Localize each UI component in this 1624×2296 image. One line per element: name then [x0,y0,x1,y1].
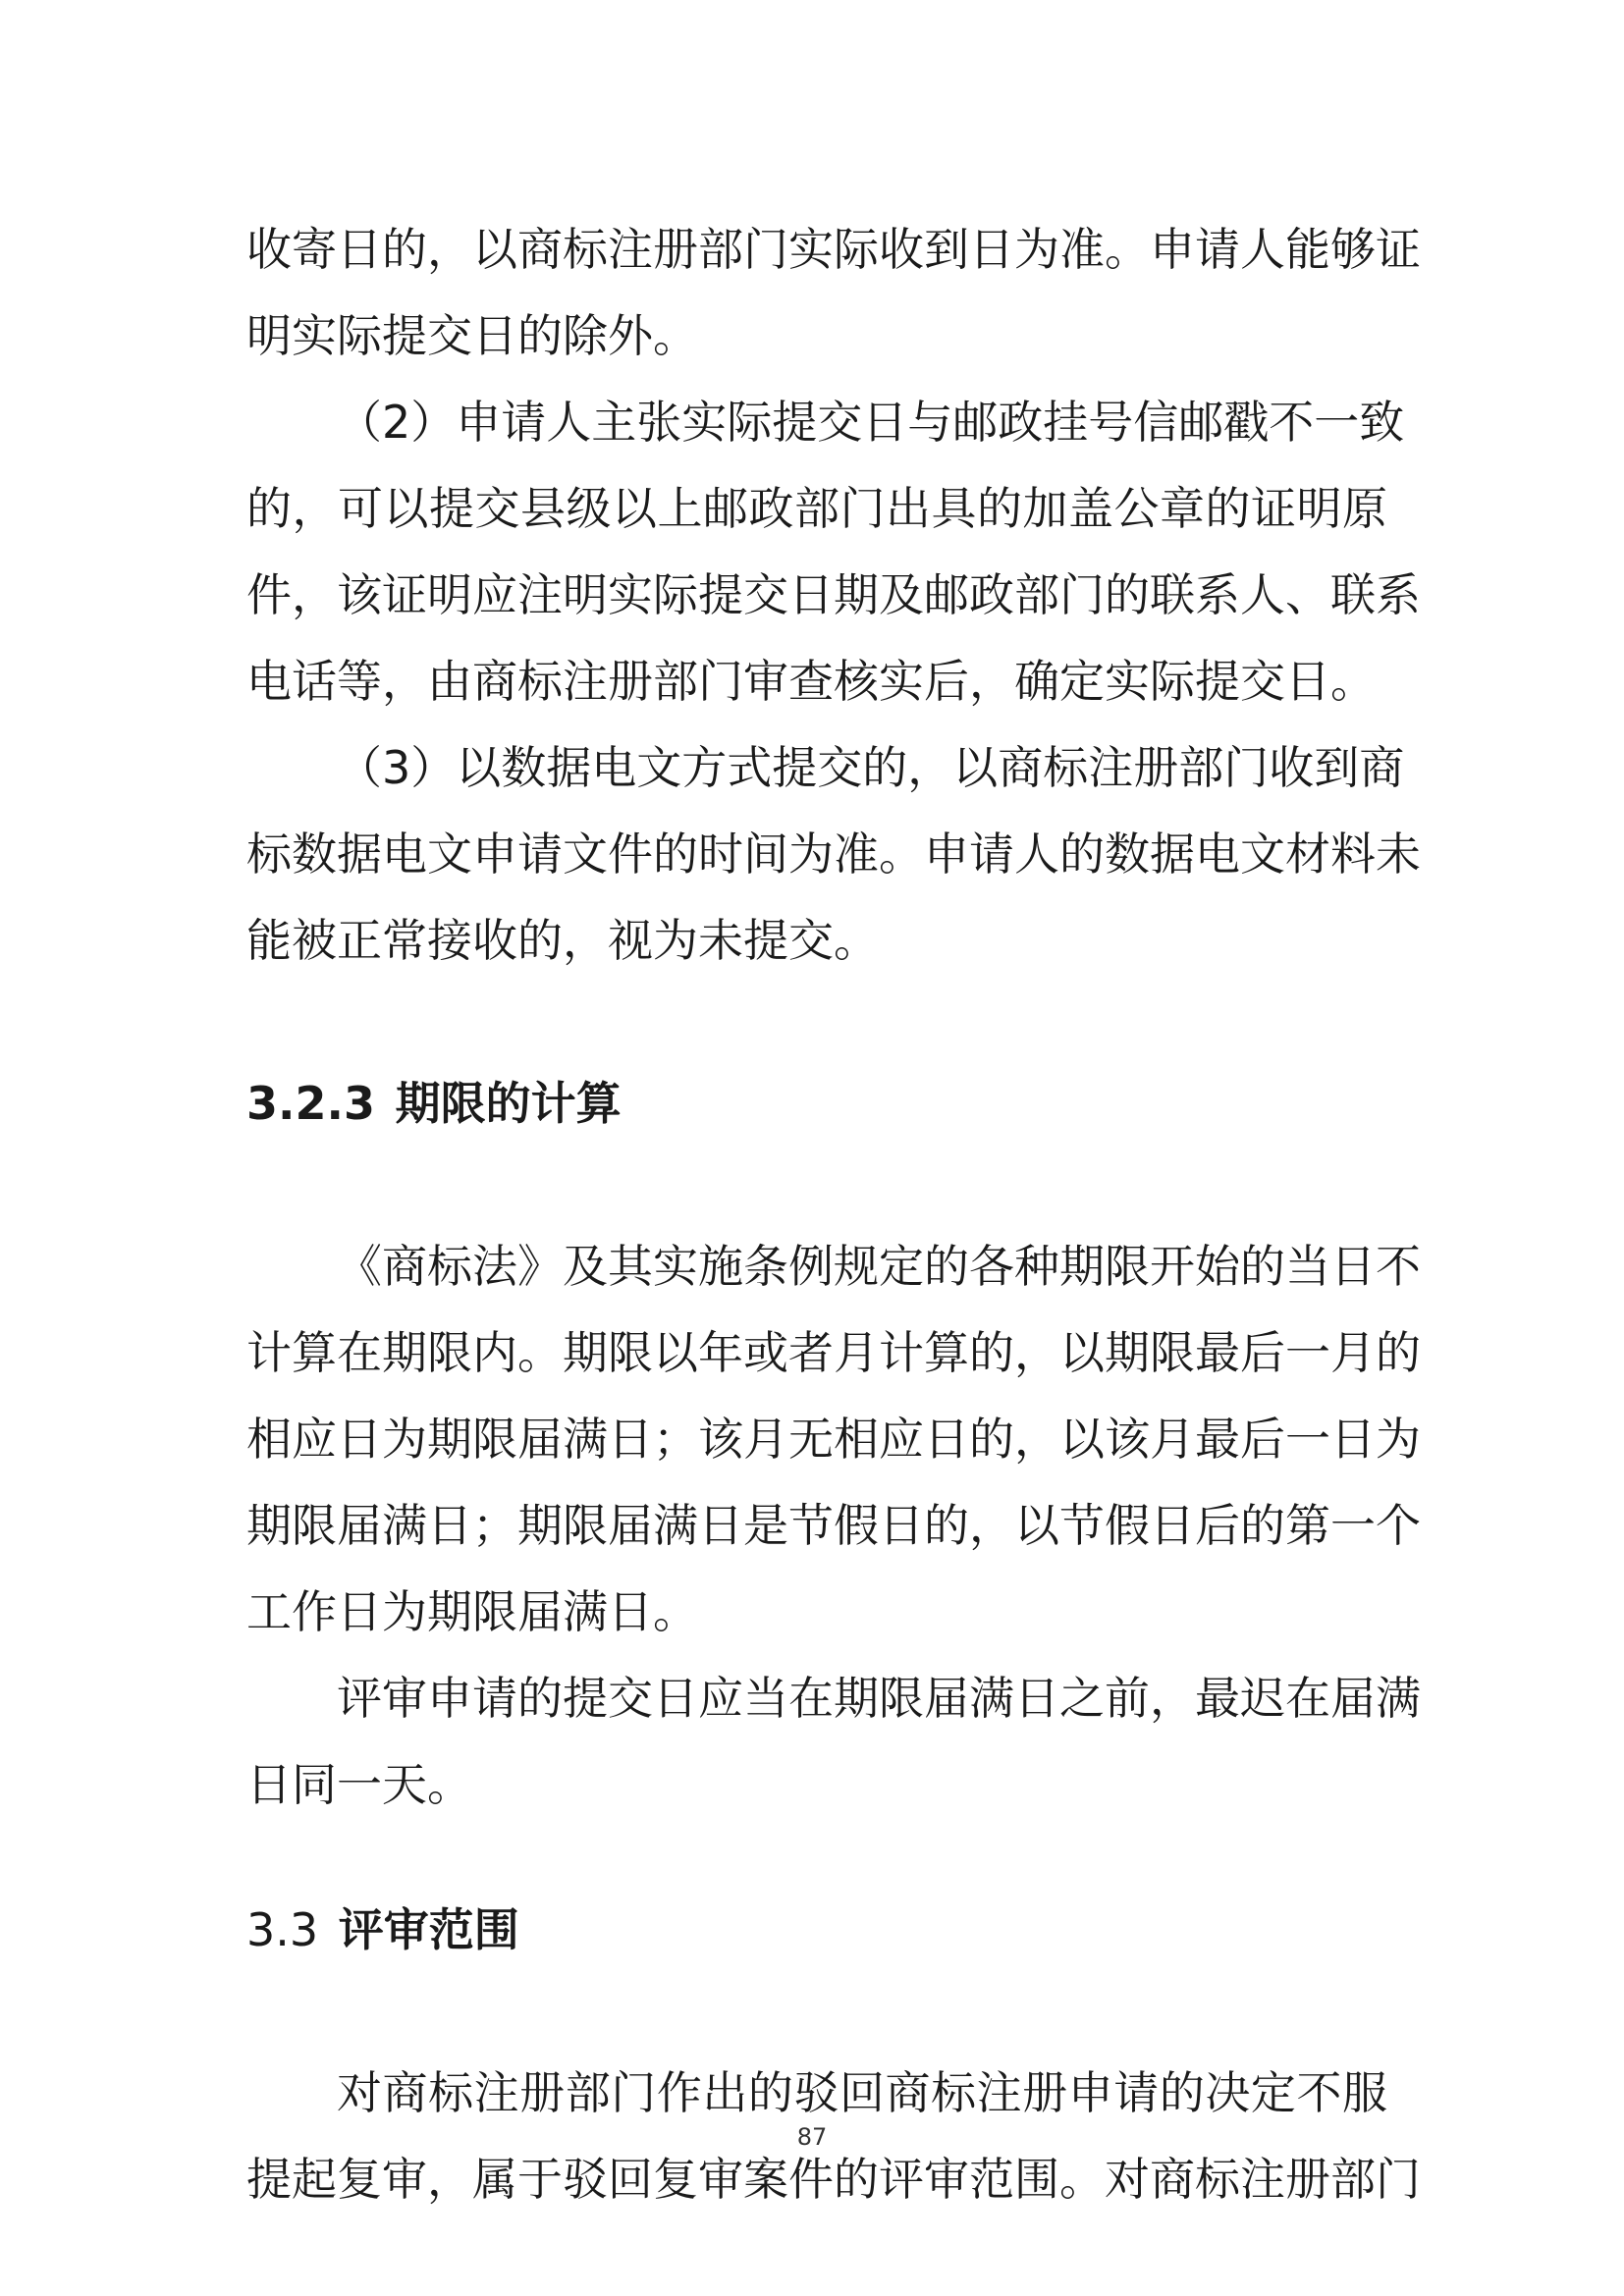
text-line: 电话等，由商标注册部门审查核实后，确定实际提交日。 [246,655,1376,708]
text-line: 日同一天。 [246,1758,472,1811]
text-line: 明实际提交日的除外。 [246,309,698,362]
spacer [246,1973,1387,2050]
text-line: 对商标注册部门作出的驳回商标注册申请的决定不服 [337,2066,1387,2119]
text-line: 期限届满日；期限届满日是节假日的，以节假日后的第一个 [246,1499,1421,1552]
page-number: 87 [796,2123,828,2151]
text-line: 的，可以提交县级以上邮政部门出具的加盖公章的证明原 [246,482,1387,535]
text-line: （2）申请人主张实际提交日与邮政挂号信邮戳不一致 [337,396,1405,449]
section-heading-3-3 [246,1887,1387,1973]
text-line: 收寄日的，以商标注册部门实际收到日为准。申请人能够证 [246,223,1421,276]
section-number: 3.3 [246,1903,319,1956]
section-number: 3.2.3 [246,1077,375,1130]
page-content [246,206,1421,2222]
paragraph-continuation [246,206,1421,379]
paragraph-item-2 [246,379,1421,724]
text-line: 计算在期限内。期限以年或者月计算的，以期限最后一月的 [246,1326,1421,1379]
text-line: 评审申请的提交日应当在期限届满日之前，最迟在届满 [337,1672,1421,1725]
text-line: 相应日为期限届满日；该月无相应日的，以该月最后一日为 [246,1413,1421,1466]
spacer [246,984,1387,1060]
section-title: 期限的计算 [395,1077,622,1130]
section-heading-3-2-3 [246,1060,1387,1147]
section-title: 评审范围 [338,1903,519,1956]
text-line: 标数据电文申请文件的时间为准。申请人的数据电文材料未 [246,828,1421,881]
spacer [246,1828,1387,1887]
text-line: 件，该证明应注明实际提交日期及邮政部门的联系人、联系 [246,568,1421,621]
paragraph-submission-deadline [246,1655,1421,1828]
text-line: 工作日为期限届满日。 [246,1585,698,1638]
text-line: （3）以数据电文方式提交的，以商标注册部门收到商 [337,741,1405,794]
text-line: 《商标法》及其实施条例规定的各种期限开始的当日不 [337,1240,1421,1293]
text-line: 能被正常接收的，视为未提交。 [246,914,879,967]
text-line: 提起复审，属于驳回复审案件的评审范围。对商标注册部门 [246,2153,1421,2206]
paragraph-term-calculation [246,1223,1421,1655]
spacer [246,1147,1387,1223]
paragraph-item-3 [246,724,1421,984]
